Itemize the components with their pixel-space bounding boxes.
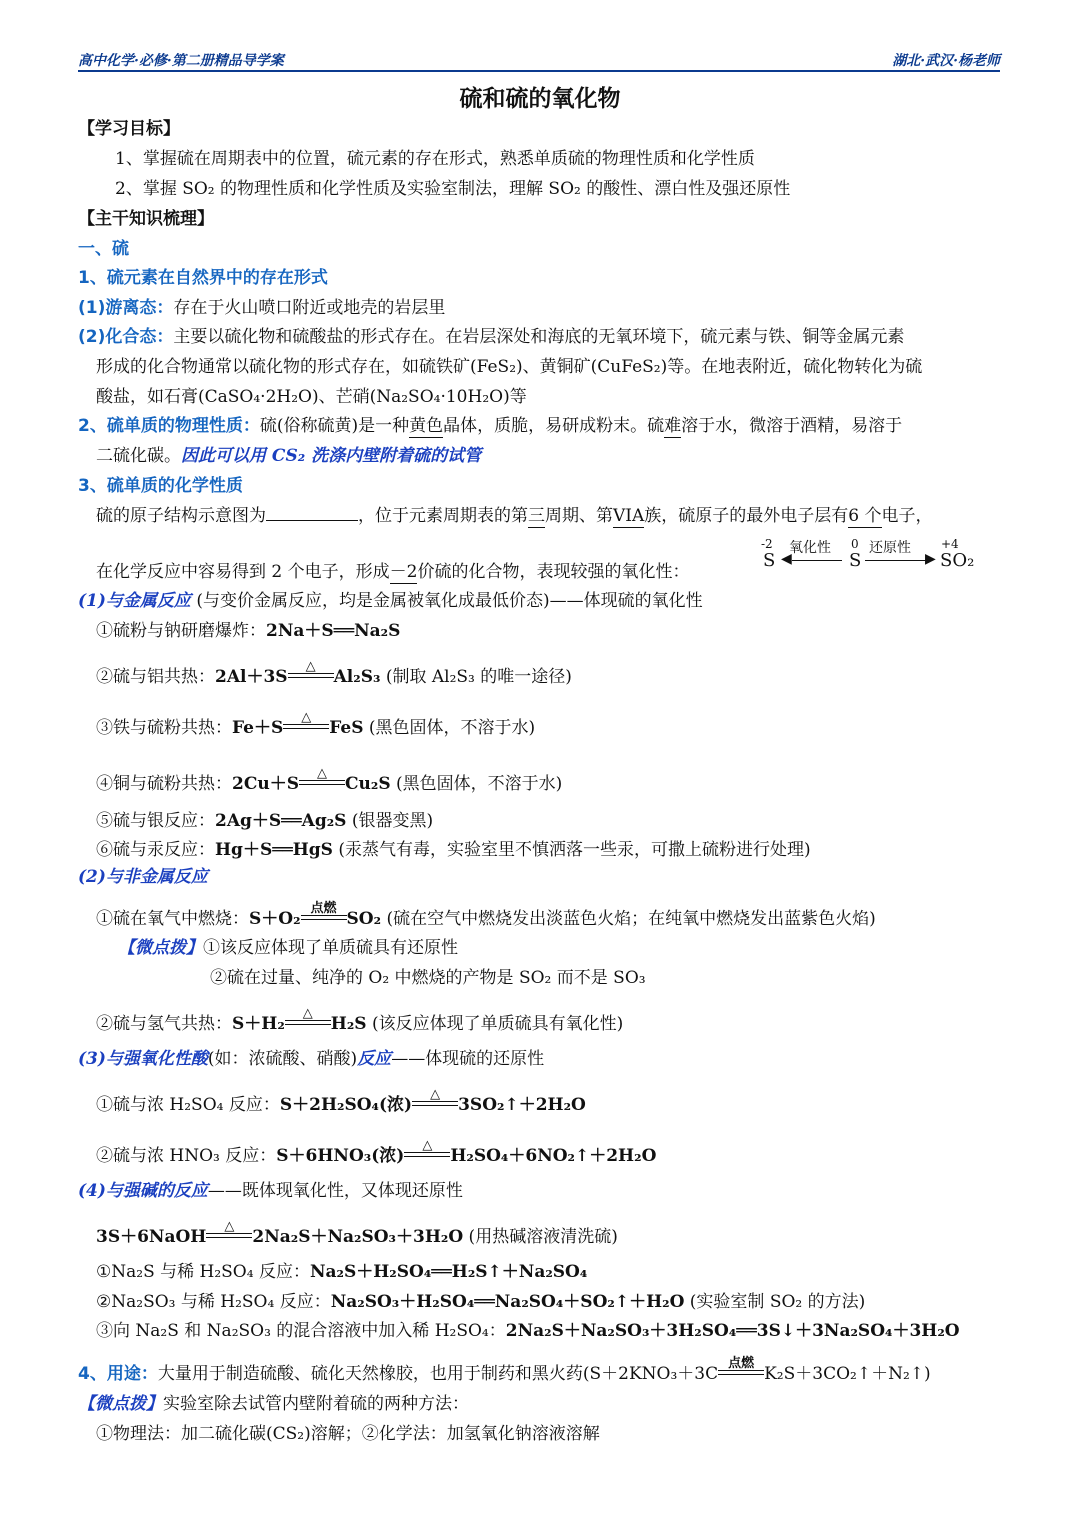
s2-line2 xyxy=(96,445,1008,467)
comb-text-2: 形成的化合物通常以硫化物的形式存在，如硫铁矿(FeS₂)、黄铜矿(CuFeS₂)等。在地表附近，硫化物转化为硫 xyxy=(96,357,923,377)
ignite-label: 点燃 xyxy=(310,901,337,916)
s4-eq-products: K₂S＋3CO₂↑＋N₂↑) xyxy=(764,1364,931,1384)
heat-condition xyxy=(299,766,345,789)
s2-text-b: 晶体，质脆，易研成粉末。硫 xyxy=(443,416,665,436)
r1-label: ①硫粉与钠研磨爆炸： xyxy=(96,621,266,641)
r1-equation: 2Na＋S══Na₂S xyxy=(266,621,401,641)
oxidation-state-diagram xyxy=(757,537,987,577)
base-heading xyxy=(78,1180,1008,1202)
b2-equation: Na₂SO₃＋H₂SO₄══Na₂SO₄＋SO₂↑＋H₂O xyxy=(330,1292,685,1312)
b3-equation: 2Na₂S＋Na₂SO₃＋3H₂SO₄══3S↓＋3Na₂SO₄＋3H₂O xyxy=(505,1321,960,1341)
s2-text-d: 二硫化碳。 xyxy=(96,446,181,466)
r6-equation: Hg＋S══HgS xyxy=(215,840,333,860)
blank-group: VIA xyxy=(613,506,645,526)
reaction-4 xyxy=(96,766,1008,795)
base-reaction-2 xyxy=(96,1291,1008,1313)
s3-text-c: 周期、第 xyxy=(545,506,613,526)
heat-icon: △ xyxy=(224,1219,235,1234)
s3-text-d: 族，硫原子的最外电子层有 xyxy=(644,506,849,526)
blank-period: 三 xyxy=(528,506,545,526)
n2-products: H₂S xyxy=(330,1014,367,1034)
tip-1-text: ①该反应体现了单质硫具有还原性 xyxy=(203,938,458,958)
r3-label: ③铁与硫粉共热： xyxy=(96,718,232,738)
s4-tip-text: 实验室除去试管内壁附着硫的两种方法： xyxy=(163,1394,469,1414)
ignite-condition xyxy=(718,1356,764,1379)
n1-note: (硫在空气中燃烧发出淡蓝色火焰；在纯氧中燃烧发出蓝紫色火焰) xyxy=(381,909,876,929)
s4-tip-label: 【微点拨】 xyxy=(78,1394,163,1414)
arrow-left-icon: ◀ xyxy=(781,551,792,567)
blank-valence: －2 xyxy=(389,562,418,582)
s3-text-b: ，位于元素周期表的第 xyxy=(358,506,528,526)
arrow-right-icon: ▶ xyxy=(925,551,936,567)
header-right: 湖北·武汉·杨老师 xyxy=(892,53,1000,69)
r3-reactants: Fe＋S xyxy=(232,718,284,738)
r4-products: Cu₂S xyxy=(345,774,391,794)
valence-minus2: -2 xyxy=(761,537,773,551)
acid-heading xyxy=(78,1048,1008,1070)
valence-plus4: +4 xyxy=(941,537,959,551)
blank-electrons: 6 个 xyxy=(848,506,882,526)
s4-eq-reactants: S＋2KNO₃＋3C xyxy=(589,1364,719,1384)
nonmetal-heading: (2)与非金属反应 xyxy=(78,867,208,887)
base-reaction-1 xyxy=(96,1261,1008,1283)
knowledge-heading: 【主干知识梳理】 xyxy=(78,209,214,229)
r2-products: Al₂S₃ xyxy=(333,667,381,687)
s1-title: 1、硫元素在自然界中的存在形式 xyxy=(78,268,328,288)
r4-note: (黑色固体，不溶于水) xyxy=(390,774,563,794)
s4-uses xyxy=(78,1356,1008,1385)
a1-reactants: S＋2H₂SO₄(浓) xyxy=(279,1095,413,1115)
reaction-1 xyxy=(96,620,1008,642)
tip-2: ②硫在过量、纯净的 O₂ 中燃烧的产物是 SO₂ 而不是 SO₃ xyxy=(210,968,646,988)
n1-label: ①硫在氧气中燃烧： xyxy=(96,909,249,929)
s2-blank-color: 黄色 xyxy=(409,416,444,436)
r3-products: FeS xyxy=(329,718,364,738)
heat-condition xyxy=(404,1138,450,1161)
s3-line1 xyxy=(96,504,1008,528)
valence-zero: 0 xyxy=(851,537,859,551)
heat-icon: △ xyxy=(430,1087,441,1102)
nonmetal-reaction-2 xyxy=(96,1006,1008,1035)
heat-icon: △ xyxy=(317,766,327,781)
reaction-2 xyxy=(96,659,1008,688)
label-reducing: 还原性 xyxy=(869,540,911,556)
base-reaction-3 xyxy=(96,1320,1008,1342)
header-divider xyxy=(78,70,1000,72)
r4-reactants: 2Cu＋S xyxy=(232,774,299,794)
acid-label-end: 反应 xyxy=(357,1049,392,1069)
heat-condition xyxy=(206,1219,252,1242)
s2-title: 2、硫单质的物理性质： xyxy=(78,416,260,436)
sulfur-zero: S xyxy=(849,550,862,571)
heat-condition xyxy=(285,1006,331,1029)
a2-products: H₂SO₄＋6NO₂↑＋2H₂O xyxy=(450,1146,657,1166)
heat-icon: △ xyxy=(305,659,316,674)
s3-text-a: 硫的原子结构示意图为 xyxy=(96,506,266,526)
b2-note: (实验室制 SO₂ 的方法) xyxy=(684,1292,866,1312)
heat-icon: △ xyxy=(301,710,312,725)
r6-note: (汞蒸气有毒，实验室里不慎洒落一些汞，可撒上硫粉进行处理) xyxy=(332,840,811,860)
ignite-condition xyxy=(301,901,347,924)
label-oxidizing: 氧化性 xyxy=(789,540,831,556)
free-text: 存在于火山喷口附近或地壳的岩层里 xyxy=(173,298,446,318)
free-label: (1)游离态： xyxy=(78,298,174,318)
s4-tip xyxy=(78,1393,1008,1415)
heat-icon: △ xyxy=(422,1138,433,1153)
s3-text-e: 电子， xyxy=(881,506,933,526)
comb-label: (2)化合态： xyxy=(78,327,174,347)
reaction-6 xyxy=(96,839,1008,861)
nonmetal-reaction-1 xyxy=(96,901,1008,930)
comb-text-1: 主要以硫化物和硫酸盐的形式存在。在岩层深处和海底的无氧环境下，硫元素与铁、铜等金属元素 xyxy=(173,327,905,347)
tip-1 xyxy=(118,937,1008,959)
section-sulfur: 一、硫 xyxy=(78,239,129,259)
s3-text-g: 价硫的化合物，表现较强的氧化性： xyxy=(417,562,690,582)
r2-label: ②硫与铝共热： xyxy=(96,667,215,687)
tip-label: 【微点拨】 xyxy=(118,938,203,958)
s2-note: 因此可以用 CS₂ 洗涤内壁附着硫的试管 xyxy=(181,446,482,466)
s2-text-a: 硫(俗称硫黄)是一种 xyxy=(259,416,410,436)
reaction-3 xyxy=(96,710,1008,739)
a2-label: ②硫与浓 HNO₃ 反应： xyxy=(96,1146,277,1166)
r4-label: ④铜与硫粉共热： xyxy=(96,774,232,794)
r5-label: ⑤硫与银反应： xyxy=(96,811,215,831)
metal-note: (与变价金属反应，均是金属被氧化成最低价态)——体现硫的氧化性 xyxy=(190,591,703,611)
s4-title: 4、用途： xyxy=(78,1364,158,1384)
s3-text-f: 在化学反应中容易得到 2 个电子，形成 xyxy=(96,562,390,582)
heat-condition xyxy=(412,1087,458,1110)
sulfur-minus2: S xyxy=(763,550,776,571)
s3-title: 3、硫单质的化学性质 xyxy=(78,476,243,496)
s4-methods: ①物理法：加二硫化碳(CS₂)溶解；②化学法：加氢氧化钠溶液溶解 xyxy=(96,1424,600,1444)
comb-text-3: 酸盐，如石膏(CaSO₄·2H₂O)、芒硝(Na₂SO₄·10H₂O)等 xyxy=(96,387,527,407)
s2-text-c: 溶于水，微溶于酒精，易溶于 xyxy=(681,416,903,436)
page-title: 硫和硫的氧化物 xyxy=(459,86,621,112)
n1-products: SO₂ xyxy=(346,909,382,929)
b2-label: ②Na₂SO₃ 与稀 H₂SO₄ 反应： xyxy=(96,1292,331,1312)
atom-diagram-blank xyxy=(266,504,358,521)
metal-heading xyxy=(78,590,1008,612)
r2-reactants: 2Al＋3S xyxy=(215,667,288,687)
base-label: (4)与强碱的反应 xyxy=(78,1181,208,1201)
header-left: 高中化学·必修·第二册精品导学案 xyxy=(78,53,284,69)
heat-icon: △ xyxy=(302,1006,313,1021)
metal-label: (1)与金属反应 xyxy=(78,591,191,611)
s2-blank-solubility: 难 xyxy=(664,416,682,436)
acid-reaction-2 xyxy=(96,1138,1008,1167)
reaction-5 xyxy=(96,810,1008,832)
r6-label: ⑥硫与汞反应： xyxy=(96,840,215,860)
base-note: ——既体现氧化性，又体现还原性 xyxy=(207,1181,463,1201)
a1-products: 3SO₂↑＋2H₂O xyxy=(458,1095,586,1115)
heat-condition xyxy=(288,659,334,682)
acid-reaction-1 xyxy=(96,1087,1008,1116)
acid-examples: (如：浓硫酸、硝酸) xyxy=(207,1049,358,1069)
objective-2: 2、掌握 SO₂ 的物理性质和化学性质及实验室制法，理解 SO₂ 的酸性、漂白性及强还原性 xyxy=(115,179,791,199)
objective-1: 1、掌握硫在周期表中的位置，硫元素的存在形式，熟悉单质硫的物理性质和化学性质 xyxy=(115,149,755,169)
ignite-label: 点燃 xyxy=(728,1356,755,1371)
arrow-left-line xyxy=(792,560,842,561)
heat-condition xyxy=(283,710,329,733)
b1-label: ①Na₂S 与稀 H₂SO₄ 反应： xyxy=(96,1262,310,1282)
acid-label: (3)与强氧化性酸 xyxy=(78,1049,208,1069)
r5-note: (银器变黑) xyxy=(346,811,434,831)
r3-note: (黑色固体，不溶于水) xyxy=(363,718,536,738)
base-reaction-0 xyxy=(96,1219,1008,1248)
b0-note: (用热碱溶液清洗硫) xyxy=(463,1227,618,1247)
s4-text: 大量用于制造硫酸、硫化天然橡胶，也用于制药和黑火药( xyxy=(157,1364,590,1384)
a1-label: ①硫与浓 H₂SO₄ 反应： xyxy=(96,1095,280,1115)
b0-reactants: 3S＋6NaOH xyxy=(96,1227,207,1247)
s1-free xyxy=(78,297,1008,319)
n2-note: (该反应体现了单质硫具有氧化性) xyxy=(366,1014,624,1034)
b1-equation: Na₂S＋H₂SO₄══H₂S↑＋Na₂SO₄ xyxy=(309,1262,588,1282)
sulfur-dioxide: SO₂ xyxy=(940,550,975,571)
b3-label: ③向 Na₂S 和 Na₂SO₃ 的混合溶液中加入稀 H₂SO₄： xyxy=(96,1321,506,1341)
arrow-right-line xyxy=(865,560,927,561)
n2-reactants: S＋H₂ xyxy=(232,1014,285,1034)
s2-line1 xyxy=(78,415,1008,438)
objectives-heading: 【学习目标】 xyxy=(78,119,180,139)
n2-label: ②硫与氢气共热： xyxy=(96,1014,232,1034)
acid-note: ——体现硫的还原性 xyxy=(391,1049,545,1069)
b0-products: 2Na₂S＋Na₂SO₃＋3H₂O xyxy=(252,1227,464,1247)
n1-reactants: S＋O₂ xyxy=(249,909,301,929)
a2-reactants: S＋6HNO₃(浓) xyxy=(276,1146,405,1166)
r2-note: (制取 Al₂S₃ 的唯一途径) xyxy=(380,667,572,687)
r5-equation: 2Ag＋S══Ag₂S xyxy=(215,811,347,831)
s1-combined xyxy=(78,326,1008,348)
